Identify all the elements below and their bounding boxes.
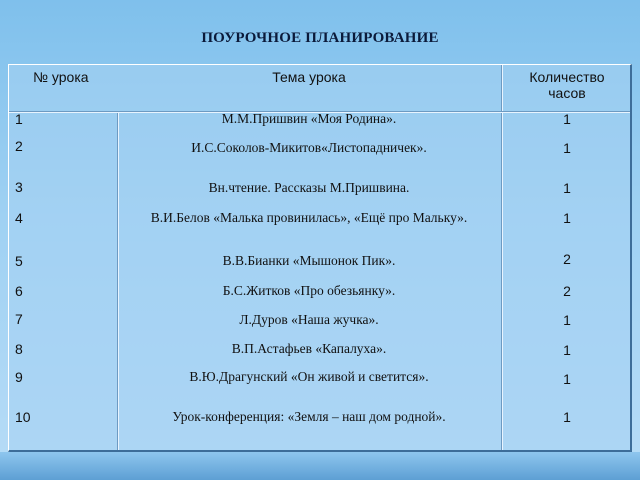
row-5-number: 5: [15, 253, 23, 269]
lesson-plan-table: [8, 64, 632, 452]
row-3-hours: 1: [563, 180, 571, 196]
header-hours-line2: часов: [548, 85, 586, 101]
row-10-topic: Урок-конференция: «Земля – наш дом родной».: [172, 409, 446, 424]
header-lesson-topic: Тема урока: [272, 69, 346, 85]
row-5-topic: В.В.Бианки «Мышонок Пик».: [222, 253, 396, 268]
page-title: ПОУРОЧНОЕ ПЛАНИРОВАНИЕ: [201, 30, 439, 46]
row-1-number: 1: [15, 111, 23, 127]
row-9-topic: В.Ю.Драгунский «Он живой и светится».: [189, 369, 429, 384]
row-9-number: 9: [15, 369, 23, 385]
row-6-number: 6: [15, 283, 23, 299]
header-lesson-number: № урока: [33, 69, 89, 85]
header-hours-line1: Количество: [529, 69, 605, 85]
row-4-number: 4: [15, 210, 23, 226]
row-8-number: 8: [15, 341, 23, 357]
row-4-hours: 1: [563, 210, 571, 226]
row-7-number: 7: [15, 311, 23, 327]
row-6-topic: Б.С.Житков «Про обезьянку».: [222, 283, 396, 298]
row-1-hours: 1: [563, 111, 571, 127]
header-hours: [505, 69, 629, 101]
column-divider-2: [501, 65, 502, 450]
row-2-topic: И.С.Соколов-Микитов«Листопадничек».: [191, 140, 427, 155]
row-1-topic: М.М.Пришвин «Моя Родина».: [221, 111, 397, 126]
column-divider-1: [117, 111, 118, 450]
row-2-hours: 1: [563, 140, 571, 156]
row-2-number: 2: [15, 138, 23, 154]
row-7-hours: 1: [563, 312, 571, 328]
row-7-topic: Л.Дуров «Наша жучка».: [239, 312, 379, 327]
row-3-topic: Вн.чтение. Рассказы М.Пришвина.: [208, 180, 410, 195]
row-8-topic: В.П.Астафьев «Капалуха».: [231, 341, 387, 356]
background-bottom-band: [0, 452, 640, 480]
row-4-topic: В.И.Белов «Малька провинилась», «Ещё про Мальку».: [150, 210, 468, 225]
row-10-hours: 1: [563, 409, 571, 425]
row-9-hours: 1: [563, 371, 571, 387]
row-10-number: 10: [15, 409, 31, 425]
row-3-number: 3: [15, 179, 23, 195]
row-8-hours: 1: [563, 342, 571, 358]
row-6-hours: 2: [563, 283, 571, 299]
row-5-hours: 2: [563, 251, 571, 267]
